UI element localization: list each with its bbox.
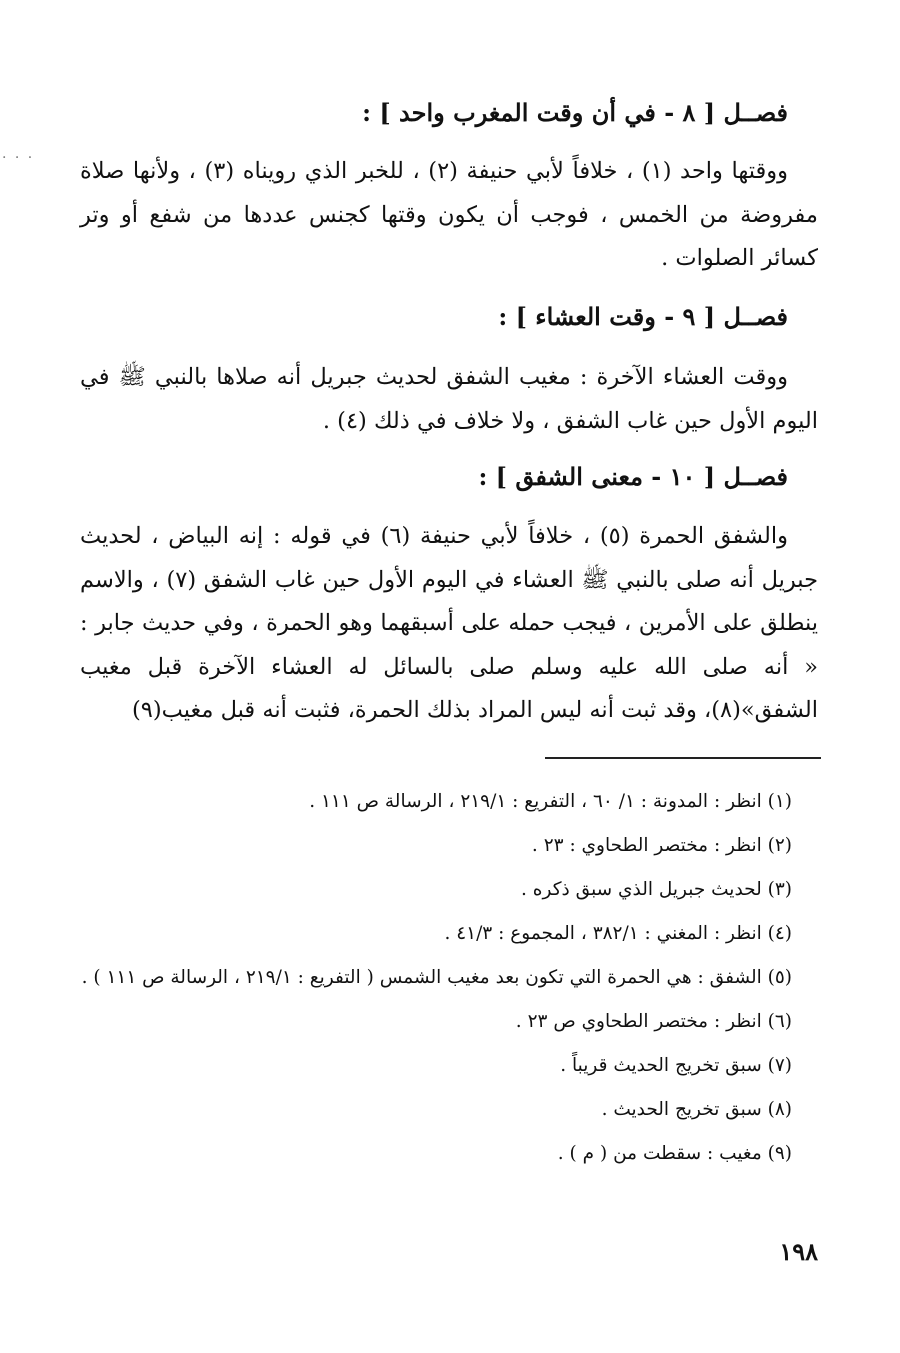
paragraph-text: ووقت العشاء الآخرة : مغيب الشفق لحديث جبريل أنه صلاها بالنبي ﷺ في اليوم الأول حين غاب الشفق ، ولا خلاف في ذلك (٤) . (80, 364, 818, 434)
section-heading-shafaq: فصــل [ ١٠ - معنى الشفق ] : (478, 462, 788, 491)
footnote-7: (٧) سبق تخريج الحديث قريباً . (560, 1055, 792, 1076)
footnote-5: (٥) الشفق : هي الحمرة التي تكون بعد مغيب الشمس ( التفريع : ٢١٩/١ ، الرسالة ص ١١١ ) . (81, 967, 792, 988)
footnote-1: (١) انظر : المدونة : ١/ ٦٠ ، التفريع : ٢١٩/١ ، الرسالة ص ١١١ . (309, 791, 792, 812)
margin-marks: · · · (2, 150, 35, 166)
paragraph-isha (80, 356, 818, 443)
footnote-3: (٣) لحديث جبريل الذي سبق ذكره . (521, 879, 792, 900)
footnote-divider (545, 757, 821, 759)
section-heading-maghrib: فصــل [ ٨ - في أن وقت المغرب واحد ] : (362, 98, 788, 127)
footnote-8: (٨) سبق تخريج الحديث . (601, 1099, 792, 1120)
paragraph-maghrib (80, 150, 818, 281)
section-heading-isha: فصــل [ ٩ - وقت العشاء ] : (498, 302, 788, 331)
footnotes (78, 780, 818, 1176)
paragraph-text: والشفق الحمرة (٥) ، خلافاً لأبي حنيفة (٦) في قوله : إنه البياض ، لحديث جبريل أنه صلى بالنبي ﷺ العشاء في اليوم الأول حين غاب الشفق (٧) ، والاسم ينطلق على الأمرين ، فيجب حمله على أسبقهما وهو الحمرة ، وفي حديث جابر : « أنه صلى الله عليه وسلم صلى بالسائل له العشاء الآخرة قبل مغيب الشفق»(٨)، وقد ثبت أنه ليس المراد بذلك الحمرة، فثبت أنه قبل مغيب(٩) (80, 523, 818, 723)
page-number: ١٩٨ (779, 1237, 818, 1266)
paragraph-shafaq (80, 515, 818, 733)
footnote-9: (٩) مغيب : سقطت من ( م ) . (557, 1143, 792, 1164)
footnote-2: (٢) انظر : مختصر الطحاوي : ٢٣ . (531, 835, 792, 856)
footnote-6: (٦) انظر : مختصر الطحاوي ص ٢٣ . (515, 1011, 792, 1032)
footnote-4: (٤) انظر : المغني : ٣٨٢/١ ، المجموع : ٤١/٣ . (444, 923, 792, 944)
paragraph-text: ووقتها واحد (١) ، خلافاً لأبي حنيفة (٢) ، للخبر الذي رويناه (٣) ، ولأنها صلاة مفروضة من الخمس ، فوجب أن يكون وقتها كجنس عددها من شفع أو وتر كسائر الصلوات . (80, 158, 818, 271)
